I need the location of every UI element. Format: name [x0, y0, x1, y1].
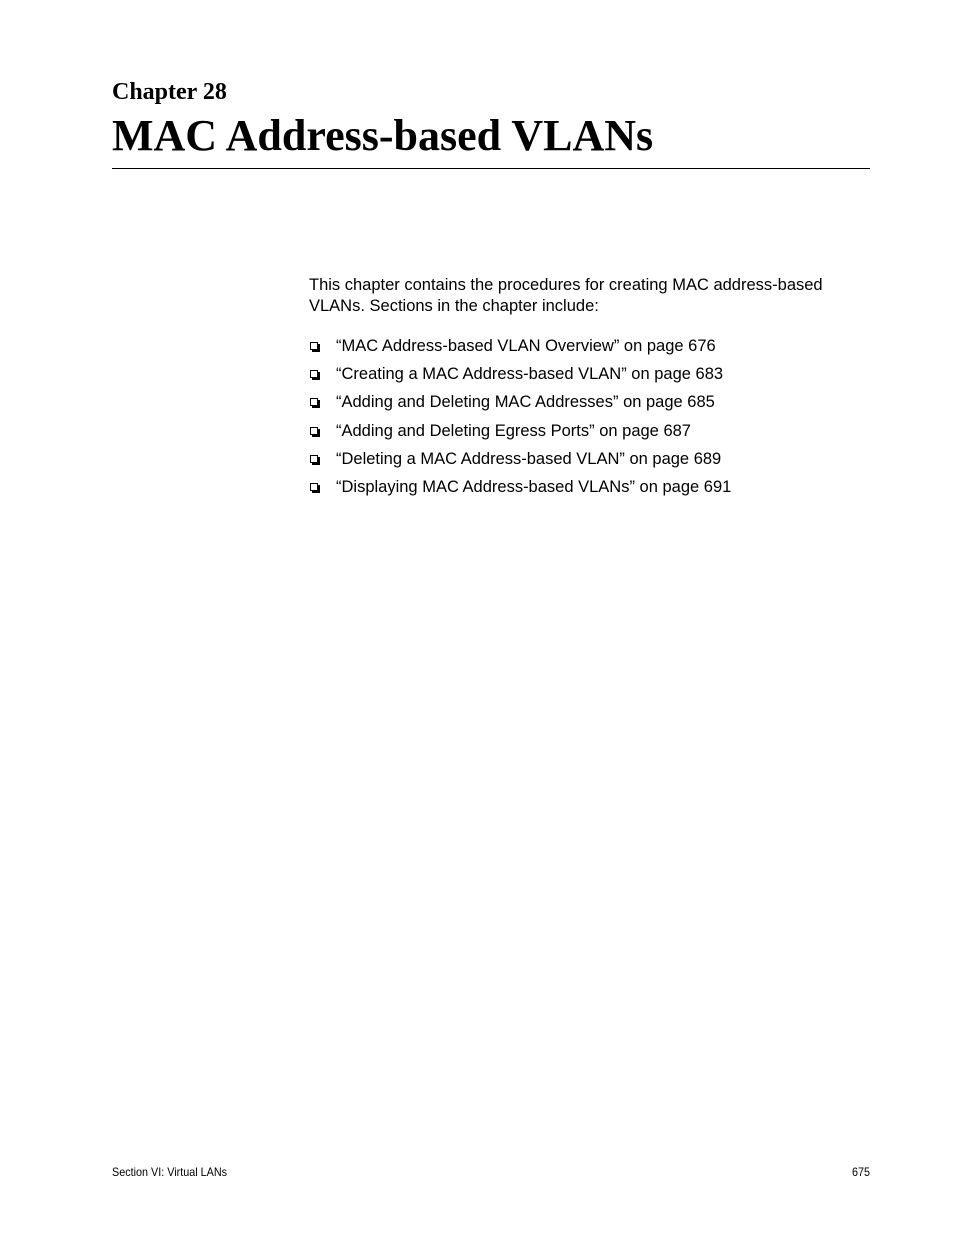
- list-item: [309, 417, 731, 445]
- section-list: [309, 332, 731, 501]
- checkbox-bullet-icon: [310, 455, 318, 463]
- section-link[interactable]: “Deleting a MAC Address-based VLAN” on page 689: [336, 449, 722, 468]
- title-divider: [112, 168, 870, 169]
- chapter-label: Chapter 28: [112, 79, 227, 105]
- list-item: [309, 360, 731, 388]
- list-item: [309, 473, 731, 501]
- section-link[interactable]: “Creating a MAC Address-based VLAN” on page 683: [336, 365, 724, 384]
- checkbox-bullet-icon: [310, 427, 318, 435]
- section-link[interactable]: “Adding and Deleting Egress Ports” on page 687: [336, 421, 691, 440]
- checkbox-bullet-icon: [310, 370, 318, 378]
- list-item: [309, 332, 731, 360]
- section-link[interactable]: “Adding and Deleting MAC Addresses” on page 685: [336, 393, 715, 412]
- checkbox-bullet-icon: [310, 483, 318, 491]
- section-link[interactable]: “MAC Address-based VLAN Overview” on page 676: [336, 337, 716, 356]
- checkbox-bullet-icon: [310, 398, 318, 406]
- list-item: [309, 445, 731, 473]
- footer-section-name: Section VI: Virtual LANs: [112, 1165, 228, 1179]
- chapter-title: MAC Address-based VLANs: [112, 111, 654, 160]
- intro-paragraph: This chapter contains the procedures for creating MAC address-based VLANs. Sections in the chapter include:: [309, 276, 823, 315]
- list-item: [309, 388, 731, 416]
- section-link[interactable]: “Displaying MAC Address-based VLANs” on page 691: [336, 478, 732, 497]
- checkbox-bullet-icon: [310, 342, 318, 350]
- footer-page-number: 675: [851, 1165, 870, 1179]
